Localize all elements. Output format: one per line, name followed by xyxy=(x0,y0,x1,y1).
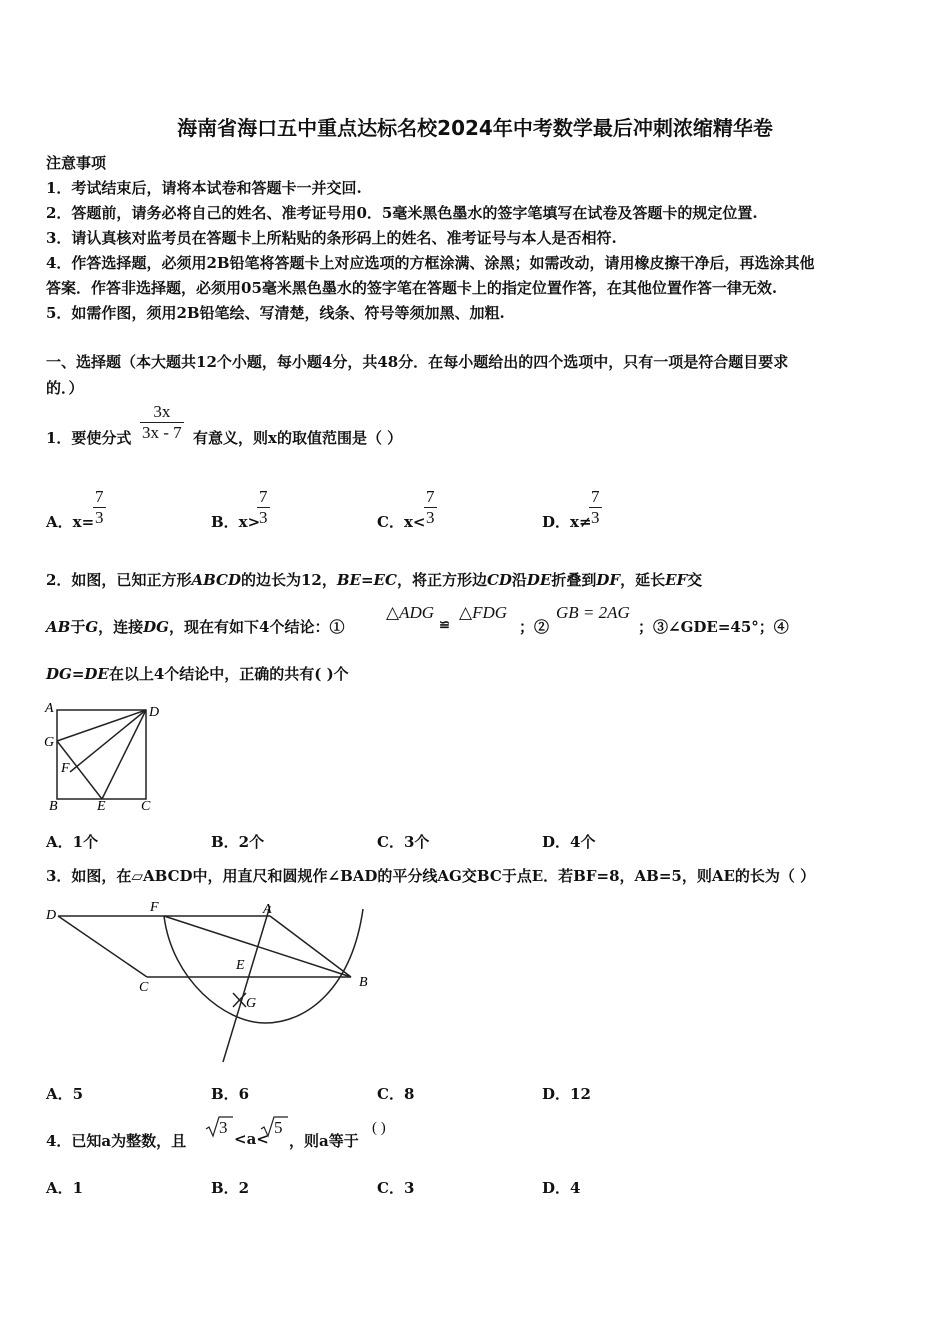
q1-option-c-frac xyxy=(424,487,437,528)
q1-option-d-frac xyxy=(589,487,602,528)
q2-math: CD xyxy=(486,571,512,589)
notice-item: 2．答题前，请务必将自己的姓名、准考证号用0．5毫米黑色墨水的签字笔填写在试卷及答题卡的规定位置. xyxy=(46,204,758,222)
q3-option-a[interactable]: A．5 xyxy=(46,1085,84,1103)
notice-item: 3．请认真核对监考员在答题卡上所粘贴的条形码上的姓名、准考证号与本人是否相符. xyxy=(46,229,617,247)
label-c: C xyxy=(139,980,149,995)
q2-math-gb: GB = 2AG xyxy=(556,603,630,622)
notice-heading: 注意事项 xyxy=(46,154,107,172)
q2-math: G xyxy=(85,618,99,636)
notice-item: 5．如需作图，须用2B铅笔绘、写清楚，线条、符号等须加黑、加粗. xyxy=(46,304,505,322)
label-g: G xyxy=(246,996,257,1011)
q4-middle: <a< xyxy=(234,1130,269,1148)
q2-congruent: ≌ xyxy=(439,618,450,633)
frac-num: 7 xyxy=(95,487,104,506)
q3-option-d[interactable]: D．12 xyxy=(542,1085,591,1103)
q2-sep2: ；③∠GDE=45°；④ xyxy=(638,618,789,636)
q2-text: 沿 xyxy=(511,571,527,589)
q2-line1 xyxy=(46,569,702,590)
q4-option-d[interactable]: D．4 xyxy=(542,1179,581,1197)
q4-option-b[interactable]: B．2 xyxy=(211,1179,250,1197)
notice-item: 答案．作答非选择题，必须用05毫米黑色墨水的签字笔在答题卡上的指定位置作答，在其他位置作答一律无效. xyxy=(46,279,778,297)
section-heading-cont: 的．） xyxy=(46,379,84,397)
segment-ab xyxy=(270,916,351,977)
q2-square-figure xyxy=(40,696,170,816)
page-title: 海南省海口五中重点达标名校2024年中考数学最后冲刺浓缩精华卷 xyxy=(177,116,773,140)
q2-math: DF xyxy=(596,571,621,589)
q2-option-d[interactable]: D．4个 xyxy=(542,833,596,851)
q2-math: AB xyxy=(46,618,71,636)
q4-radicand-1: 3 xyxy=(219,1118,228,1137)
label-f: F xyxy=(61,761,70,776)
q2-math: DG=DE xyxy=(46,665,109,683)
label-c: C xyxy=(141,799,151,814)
label-e: E xyxy=(236,958,245,973)
frac-den: 3 xyxy=(95,508,104,527)
label-e: E xyxy=(97,799,106,814)
q2-text: 交 xyxy=(687,571,703,589)
q2-text: ，现在有如下4个结论：① xyxy=(169,618,345,636)
q1-option-d[interactable]: D．x≠ xyxy=(542,513,592,531)
q1-suffix: 有意义，则x的取值范围是（ ） xyxy=(193,429,403,447)
label-f: F xyxy=(150,900,159,915)
q2-math: EF xyxy=(665,571,688,589)
bisector-ag xyxy=(223,906,270,1062)
frac-den: 3 xyxy=(591,508,600,527)
q4-radicand-2: 5 xyxy=(274,1118,283,1137)
label-a: A xyxy=(263,902,272,917)
q2-math-fdg: △FDG xyxy=(459,603,508,622)
segment-df xyxy=(70,710,146,772)
label-b: B xyxy=(359,975,368,990)
q2-text: 折叠到 xyxy=(551,571,597,589)
label-d: D xyxy=(46,908,57,923)
q1-option-b-frac xyxy=(257,487,270,528)
q2-sep1: ；② xyxy=(519,618,550,636)
label-a: A xyxy=(45,701,54,716)
q3-option-c[interactable]: C．8 xyxy=(377,1085,415,1103)
q2-text: 在以上4个结论中，正确的共有( )个 xyxy=(108,665,349,683)
q4-option-c[interactable]: C．3 xyxy=(377,1179,415,1197)
q1-option-c[interactable]: C．x< xyxy=(377,513,426,531)
q3-text: 3．如图，在▱ABCD中，用直尺和圆规作∠BAD的平分线AG交BC于点E．若BF=8，AB=5，则AE的长为（ ） xyxy=(46,867,816,885)
q3-option-b[interactable]: B．6 xyxy=(211,1085,250,1103)
q4-answer-paren: ( ) xyxy=(372,1120,386,1136)
q4-suffix: ，则a等于 xyxy=(289,1132,359,1150)
q2-math-adg: △ADG xyxy=(386,603,435,622)
q1-frac-den: 3x - 7 xyxy=(142,423,182,442)
q2-line2 xyxy=(46,616,344,637)
frac-den: 3 xyxy=(259,508,268,527)
section-heading: 一、选择题（本大题共12个小题，每小题4分，共48分．在每小题给出的四个选项中，只有一项是符合题目要求 xyxy=(46,353,789,371)
square-outline xyxy=(57,710,146,799)
q2-math: DE xyxy=(526,571,552,589)
q1-option-a[interactable]: A．x= xyxy=(46,513,95,531)
q4-prefix: 4．已知a为整数，且 xyxy=(46,1132,187,1150)
q4-option-a[interactable]: A．1 xyxy=(46,1179,84,1197)
q1-frac-num: 3x xyxy=(153,402,171,421)
q3-parallelogram-figure xyxy=(40,895,390,1070)
q2-text: 2．如图，已知正方形 xyxy=(46,571,192,589)
q1-prefix: 1．要使分式 xyxy=(46,429,132,447)
notice-item: 1．考试结束后，请将本试卷和答题卡一并交回. xyxy=(46,179,362,197)
q2-math: ABCD xyxy=(191,571,241,589)
q2-text: 的边长为12， xyxy=(241,571,337,589)
q2-text: ，延长 xyxy=(620,571,666,589)
notice-item: 4．作答选择题，必须用2B铅笔将答题卡上对应选项的方框涂满、涂黑；如需改动，请用橡皮擦干净后，再选涂其他 xyxy=(46,254,815,272)
q2-option-b[interactable]: B．2个 xyxy=(211,833,265,851)
q1-option-a-frac xyxy=(93,487,106,528)
frac-num: 7 xyxy=(591,487,600,506)
label-d: D xyxy=(149,705,160,720)
q1-option-b[interactable]: B．x> xyxy=(211,513,261,531)
q1-fraction xyxy=(140,402,184,443)
frac-num: 7 xyxy=(259,487,268,506)
segment-dc xyxy=(58,916,147,977)
q2-math: BE=EC xyxy=(336,571,397,589)
label-g: G xyxy=(44,735,55,750)
q2-option-a[interactable]: A．1个 xyxy=(46,833,99,851)
q2-option-c[interactable]: C．3个 xyxy=(377,833,430,851)
frac-num: 7 xyxy=(426,487,435,506)
q2-text: ，将正方形边 xyxy=(396,571,487,589)
q2-text: ，连接 xyxy=(98,618,144,636)
q2-line3 xyxy=(46,663,349,684)
q2-text: 于 xyxy=(70,618,86,636)
label-b: B xyxy=(49,799,58,814)
q2-math: DG xyxy=(143,618,169,636)
frac-den: 3 xyxy=(426,508,435,527)
